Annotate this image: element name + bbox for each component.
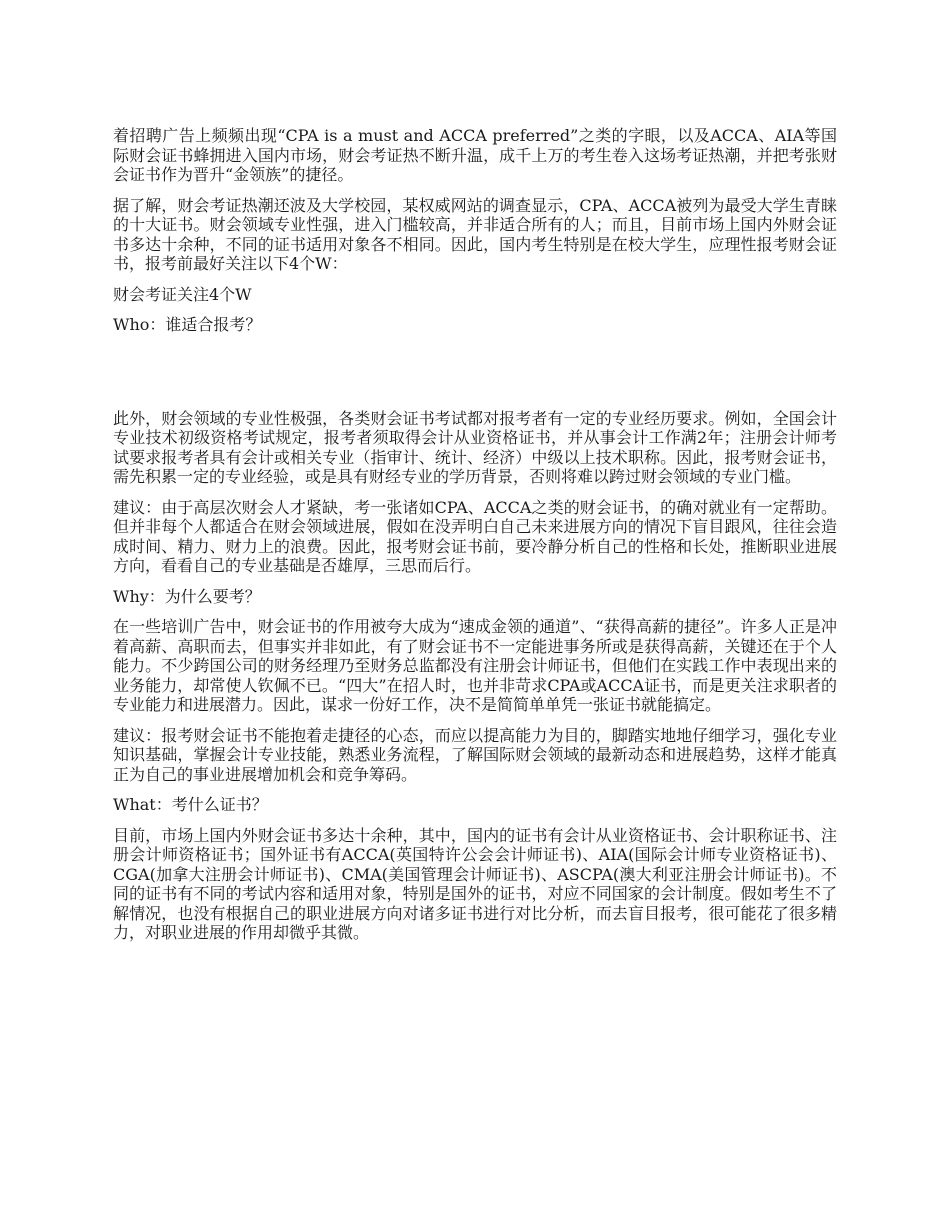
section-heading-why: Why：为什么要考？ bbox=[113, 586, 261, 606]
blank-space bbox=[113, 346, 837, 409]
paragraph-intro: 着招聘广告上频频出现“CPA is a must and ACCA preferred”之类的字眼，以及ACCA、AIA等国际财会证书蜂拥进入国内市场，财会考证热不断升温，成千上万的考生卷入这场考证热潮，并把考张财会证书作为晋升“金领族”的捷径。 bbox=[113, 126, 837, 184]
paragraph-who-advice: 建议：由于高层次财会人才紧缺，考一张诸如CPA、ACCA之类的财会证书，的确对就业有一定帮助。但并非每个人都适合在财会领域进展，假如在没弄明白自己未来进展方向的情况下盲目跟风，往往会造成时间、精力、财力上的浪费。因此，报考财会证书前，要冷静分析自己的性格和长处，推断职业进展方向，看看自己的专业基础是否雄厚，三思而后行。 bbox=[113, 497, 837, 575]
section-heading-who: Who：谁适合报考？ bbox=[113, 315, 262, 334]
section-heading-what: What：考什么证书？ bbox=[113, 795, 268, 814]
section-heading-4w: 财会考证关注4个W bbox=[113, 284, 252, 304]
document-body bbox=[113, 126, 837, 954]
paragraph-why-body: 在一些培训广告中，财会证书的作用被夸大成为“速成金领的通道”、“获得高薪的捷径”。许多人正是冲着高薪、高职而去，但事实并非如此，有了财会证书不一定能进事务所或是获得高薪，关键还在于个人能力。不少跨国公司的财务经理乃至财务总监都没有注册会计师证书，但他们在实践工作中表现出来的业务能力，却常使人钦佩不已。“四大”在招人时，也并非苛求CPA或ACCA证书，而是更关注求职者的专业能力和进展潜力。因此，谋求一份好工作，决不是简简单单凭一张证书就能搞定。 bbox=[113, 617, 837, 714]
paragraph-who-body: 此外，财会领域的专业性极强，各类财会证书考试都对报考者有一定的专业经历要求。例如，全国会计专业技术初级资格考试规定，报考者须取得会计从业资格证书，并从事会计工作满2年；注册会计师考试要求报考者具有会计或相关专业（指审计、统计、经济）中级以上技术职称。因此，报考财会证书，需先积累一定的专业经验，或是具有财经专业的学历背景，否则将难以跨过财会领域的专业门槛。 bbox=[113, 408, 837, 486]
paragraph-what-body: 目前，市场上国内外财会证书多达十余种，其中，国内的证书有会计从业资格证书、会计职称证书、注册会计师资格证书；国外证书有ACCA(英国特许公会会计师证书)、AIA(国际会计师专业资格证书)、CGA(加拿大注册会计师证书)、CMA(美国管理会计师证书)、ASCPA(澳大利亚注册会计师证书)。不同的证书有不同的考试内容和适用对象，特别是国外的证书，对应不同国家的会计制度。假如考生不了解情况，也没有根据自己的职业进展方向对诸多证书进行对比分析，而去盲目报考，很可能花了很多精力，对职业进展的作用却微乎其微。 bbox=[113, 825, 837, 942]
paragraph-why-advice: 建议：报考财会证书不能抱着走捷径的心态，而应以提高能力为目的，脚踏实地地仔细学习，强化专业知识基础，掌握会计专业技能，熟悉业务流程，了解国际财会领域的最新动态和进展趋势，这样才能真正为自己的事业进展增加机会和竞争筹码。 bbox=[113, 725, 837, 784]
paragraph-survey: 据了解，财会考证热潮还波及大学校园，某权威网站的调查显示，CPA、ACCA被列为最受大学生青睐的十大证书。财会领域专业性强，进入门槛较高，并非适合所有的人；而且，目前市场上国内外财会证书多达十余种，不同的证书适用对象各不相同。因此，国内考生特别是在校大学生，应理性报考财会证书，报考前最好关注以下4个W： bbox=[113, 195, 837, 273]
